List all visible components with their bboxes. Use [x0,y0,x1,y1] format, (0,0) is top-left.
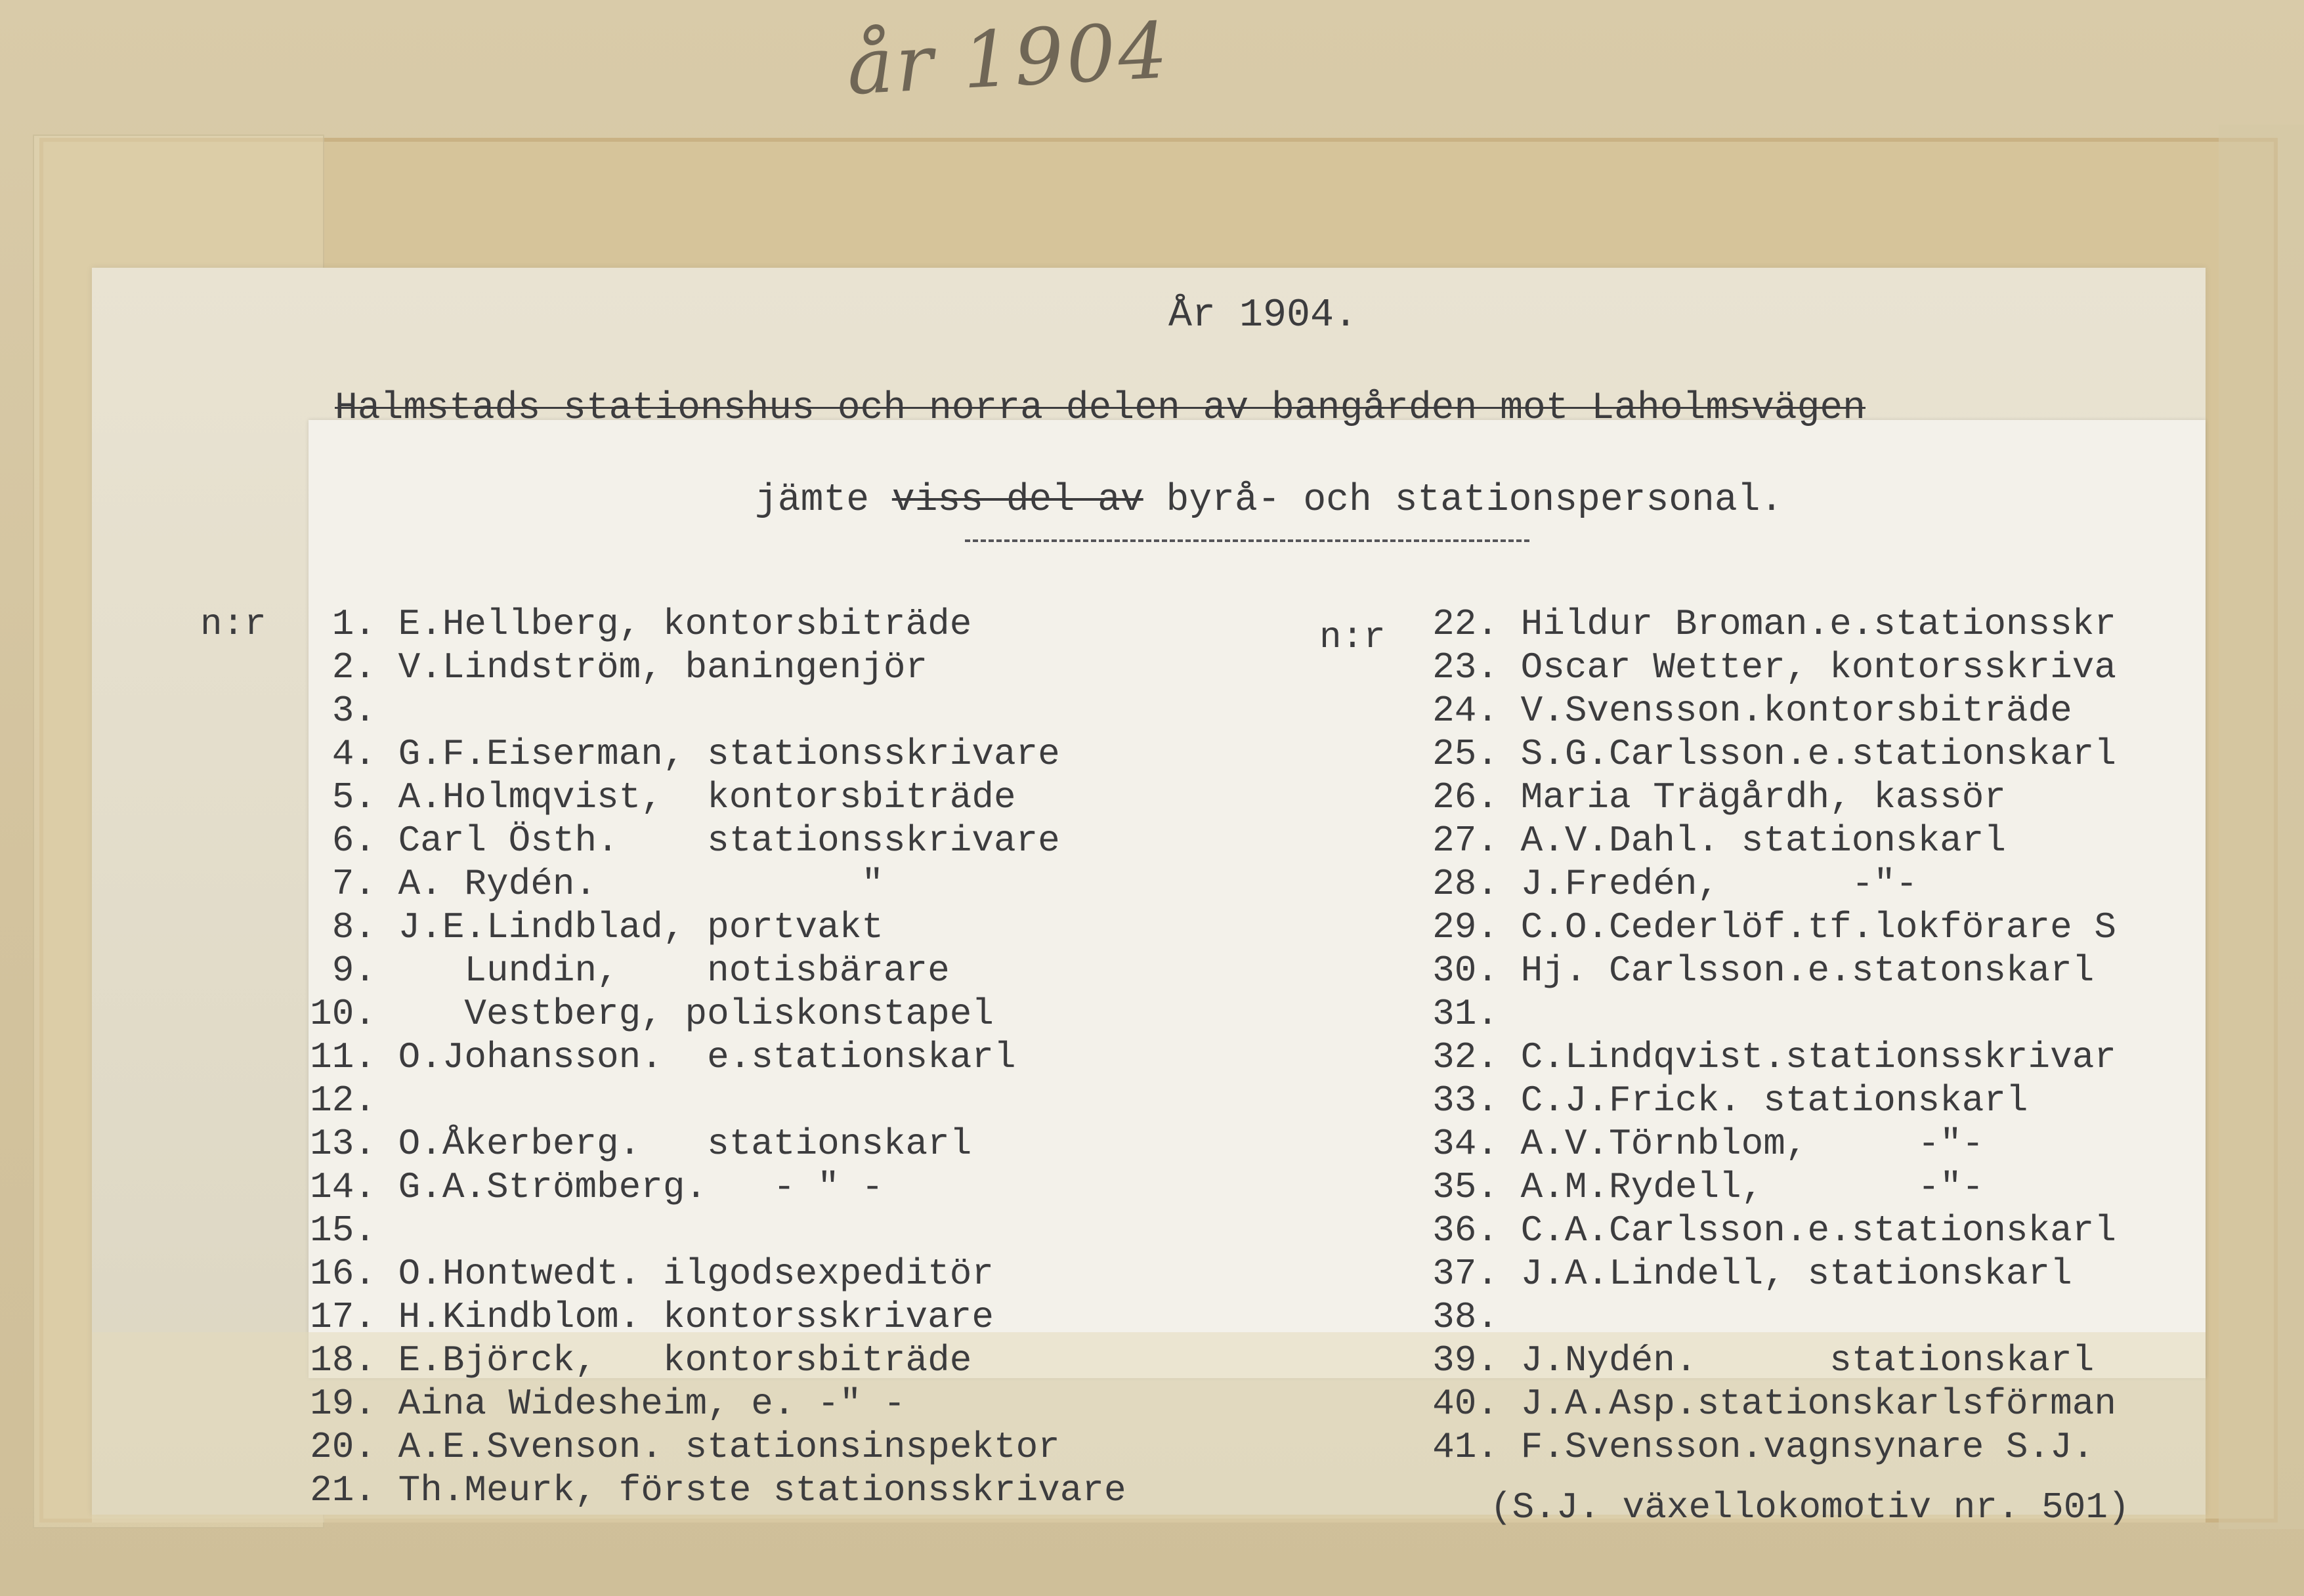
subtitle-suffix: byrå- och stationspersonal. [1143,479,1783,522]
list-item-name: J.Fredén, -"- [1520,863,1918,905]
list-item-name: Aina Widesheim, e. -" - [398,1383,906,1425]
list-item-number: 36. [1432,1209,1499,1251]
tape-strip-right [2219,125,2304,1529]
list-item [299,992,1126,1036]
list-item-number: 34. [1432,1123,1499,1165]
list-item-number: 4. [331,733,376,775]
list-item-number: 11. [310,1036,376,1078]
list-item-name: Maria Trägårdh, kassör [1520,776,2006,818]
list-item-name: A.M.Rydell, -"- [1520,1166,1984,1208]
list-item-name: Carl Östh. stationsskrivare [398,820,1060,862]
list-item-number: 28. [1432,863,1499,905]
list-item-number: 25. [1432,733,1499,775]
list-item-name: E.Björck, kontorsbiträde [398,1339,972,1381]
list-item-number: 15. [310,1209,376,1251]
footnote-locomotive: (S.J. växellokomotiv nr. 501) [1490,1486,2130,1528]
list-item-name: V.Lindström, baningenjör [398,646,928,688]
list-item-number: 40. [1432,1383,1499,1425]
list-item-name: Lundin, notisbärare [398,950,950,992]
list-item [299,646,1126,689]
list-item [1421,1339,2116,1382]
list-item [1421,776,2116,819]
list-item-number: 8. [331,906,376,948]
list-item-number: 41. [1432,1426,1499,1468]
list-item-number: 27. [1432,820,1499,862]
list-item-name: O.Hontwedt. ilgodsexpeditör [398,1253,994,1295]
list-item-name: G.A.Strömberg. - " - [398,1166,884,1208]
list-item-number: 37. [1432,1253,1499,1295]
list-item-name: C.J.Frick. stationskarl [1520,1080,2028,1122]
list-item [299,1209,1126,1252]
list-item-number: 35. [1432,1166,1499,1208]
list-item [1421,1209,2116,1252]
list-item-name: A.Holmqvist, kontorsbiträde [398,776,1016,818]
subtitle-prefix: jämte [755,479,892,522]
list-item-number: 10. [310,993,376,1035]
list-item [299,1382,1126,1425]
list-item-name: Hj. Carlsson.e.statonskarl [1520,950,2095,992]
list-item-number: 24. [1432,690,1499,732]
list-item-number: 9. [331,950,376,992]
list-item-number: 18. [310,1339,376,1381]
list-item-name: A.E.Svenson. stationsinspektor [398,1426,1060,1468]
list-item-name: C.Lindqvist.stationsskrivar [1520,1036,2116,1078]
list-item [1421,1382,2116,1425]
list-item-number: 32. [1432,1036,1499,1078]
list-item-name: A.V.Törnblom, -"- [1520,1123,1984,1165]
list-item-name: Hildur Broman.e.stationsskr [1520,603,2116,645]
list-item-name: J.E.Lindblad, portvakt [398,906,884,948]
list-item [1421,732,2116,776]
list-item-number: 29. [1432,906,1499,948]
list-item-number: 20. [310,1426,376,1468]
subtitle-struck-text: viss del av [891,479,1143,522]
list-item-number: 6. [331,820,376,862]
list-item-name: O.Johansson. e.stationskarl [398,1036,1016,1078]
list-item-number: 33. [1432,1080,1499,1122]
list-item [299,689,1126,732]
list-item-name: F.Svensson.vagnsynare S.J. [1520,1426,2095,1468]
list-item-name: S.G.Carlsson.e.stationskarl [1520,733,2116,775]
list-item-name: A.V.Dahl. stationskarl [1520,820,2006,862]
list-item-name: H.Kindblom. kontorsskrivare [398,1296,994,1338]
list-item-name: V.Svensson.kontorsbiträde [1520,690,2072,732]
list-item-number: 38. [1432,1296,1499,1338]
list-item [1421,1122,2116,1166]
document-subtitle [755,479,1783,522]
list-item-name: O.Åkerberg. stationskarl [398,1123,972,1165]
list-item [1421,646,2116,689]
list-item [299,1079,1126,1122]
document-title: Halmstads stationshus och norra delen av bangården mot Laholmsvägen [335,387,1866,430]
list-item-number: 30. [1432,950,1499,992]
year-heading: År 1904. [1168,293,1358,338]
list-item [1421,1079,2116,1122]
list-item-name: J.Nydén. stationskarl [1520,1339,2095,1381]
list-item-name: J.A.Lindell, stationskarl [1520,1253,2072,1295]
list-item [299,1036,1126,1079]
list-item-number: 39. [1432,1339,1499,1381]
list-item-number: 22. [1432,603,1499,645]
list-item [1421,906,2116,949]
list-item-name: J.A.Asp.stationskarlsförman [1520,1383,2116,1425]
list-item [1421,949,2116,992]
list-item-number: 21. [310,1469,376,1511]
list-item [1421,862,2116,906]
list-item-number: 14. [310,1166,376,1208]
list-item-number: 5. [331,776,376,818]
list-item [299,819,1126,862]
list-item [299,1339,1126,1382]
list-item [1421,819,2116,862]
list-item [299,1252,1126,1295]
list-item-number: 7. [331,863,376,905]
list-item [299,602,1126,646]
list-item [1421,1166,2116,1209]
list-item-name: A. Rydén. " [398,863,884,905]
list-item-name: C.O.Cederlöf.tf.lokförare S [1520,906,2116,948]
list-item [299,1166,1126,1209]
personnel-list-left [299,602,1126,1512]
list-item-number: 12. [310,1080,376,1122]
list-item [299,1469,1126,1512]
list-item [299,776,1126,819]
list-item-number: 1. [331,603,376,645]
personnel-list-right [1421,602,2116,1469]
list-item-number: 2. [331,646,376,688]
list-item [1421,602,2116,646]
list-item-number: 19. [310,1383,376,1425]
list-item-number: 3. [331,690,376,732]
list-item-number: 26. [1432,776,1499,818]
nr-label-right: n:r [1319,616,1386,658]
list-item [1421,1252,2116,1295]
list-item-name: Vestberg, poliskonstapel [398,993,994,1035]
list-item [299,732,1126,776]
list-item-name: C.A.Carlsson.e.stationskarl [1520,1209,2116,1251]
nr-label-left: n:r [200,603,267,645]
list-item [1421,689,2116,732]
list-item-number: 17. [310,1296,376,1338]
list-item [1421,1425,2116,1469]
list-item [299,1295,1126,1339]
list-item-name: Th.Meurk, förste stationsskrivare [398,1469,1126,1511]
list-item [299,862,1126,906]
list-item [299,1425,1126,1469]
list-item-number: 31. [1432,993,1499,1035]
handwritten-year-note: år 1904 [844,5,1172,112]
list-item-name: G.F.Eiserman, stationsskrivare [398,733,1060,775]
dashed-rule [965,539,1529,542]
list-item [299,1122,1126,1166]
list-item-number: 16. [310,1253,376,1295]
list-item [299,949,1126,992]
list-item [1421,1036,2116,1079]
list-item-name: E.Hellberg, kontorsbiträde [398,603,972,645]
list-item-number: 13. [310,1123,376,1165]
list-item [1421,992,2116,1036]
list-item [299,906,1126,949]
list-item-name: Oscar Wetter, kontorsskriva [1520,646,2116,688]
list-item-number: 23. [1432,646,1499,688]
list-item [1421,1295,2116,1339]
